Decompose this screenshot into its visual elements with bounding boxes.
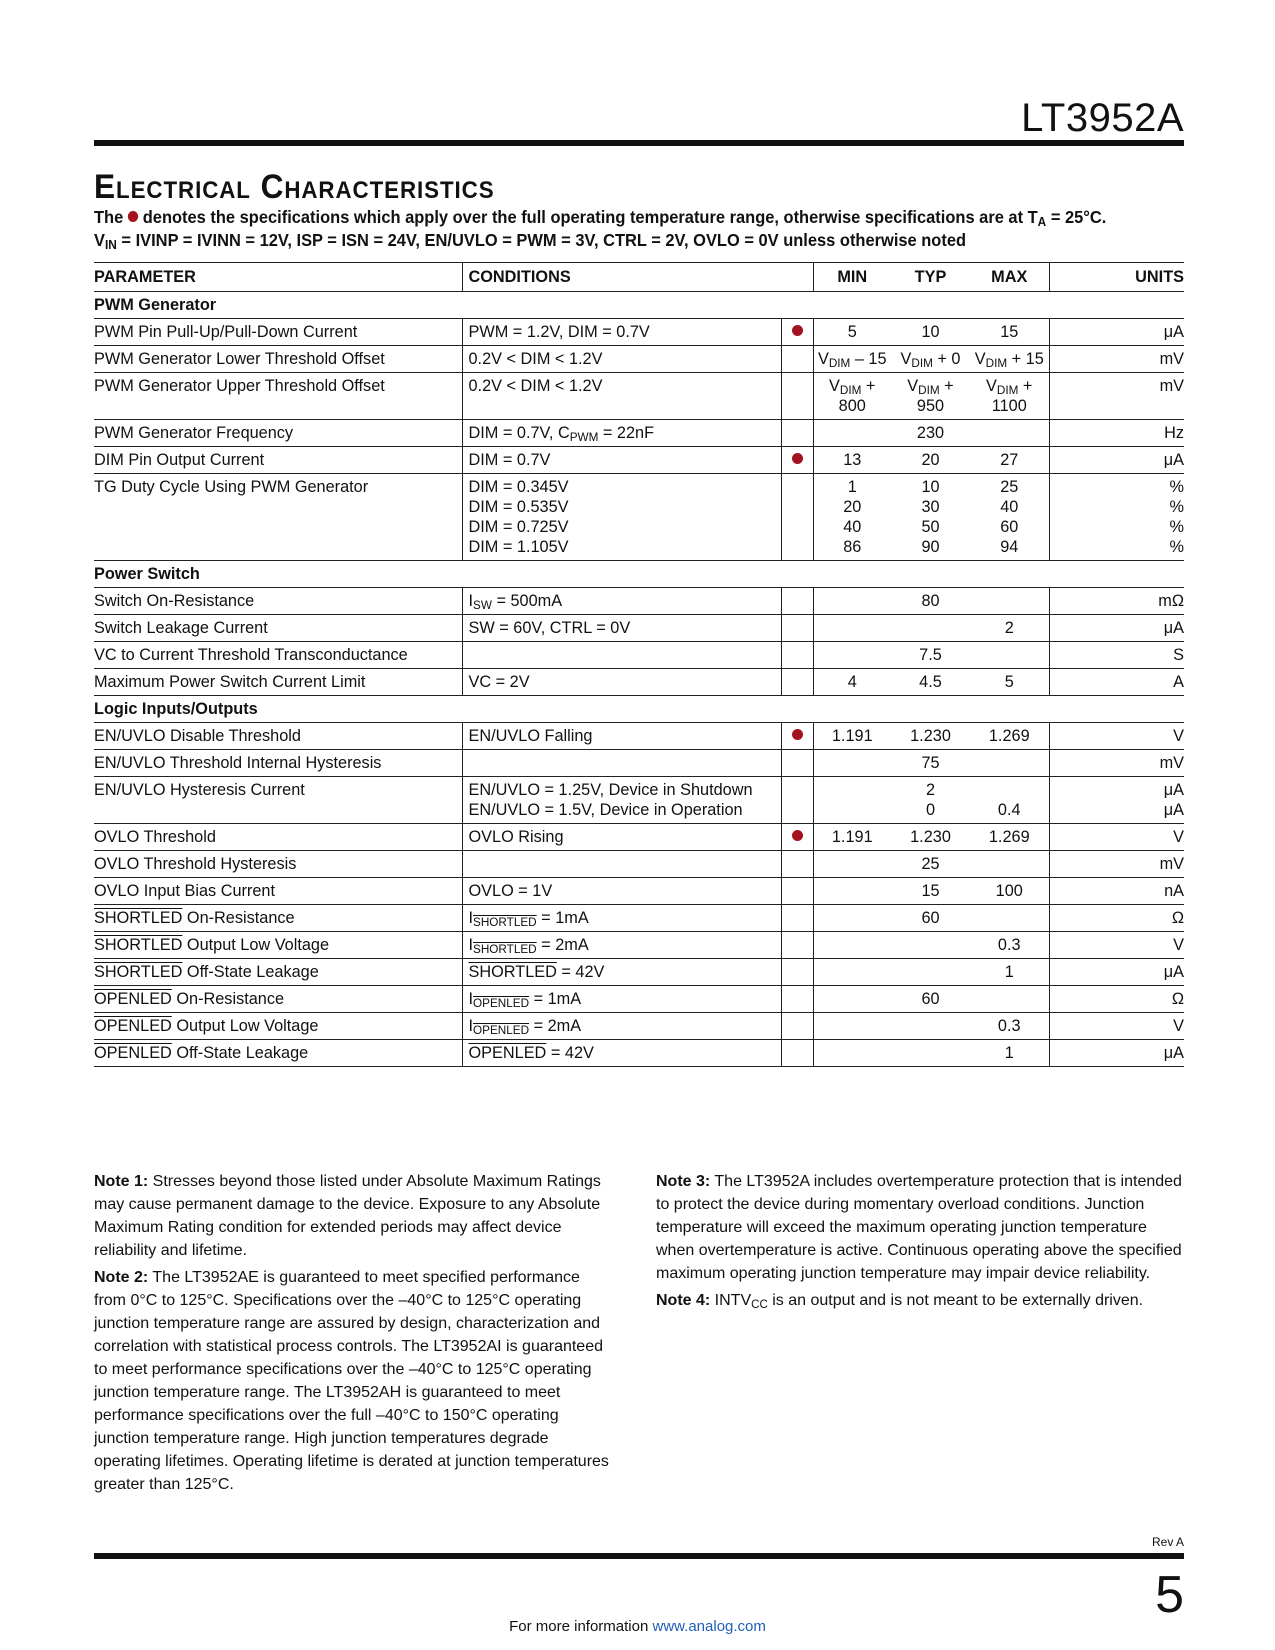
table-cell: SHORTLED On-Resistance: [94, 905, 462, 932]
table-cell: [813, 642, 891, 669]
table-cell: OPENLED Off-State Leakage: [94, 1040, 462, 1067]
table-cell: 230: [891, 420, 970, 447]
table-cell: μA: [1049, 959, 1184, 986]
table-cell: [781, 669, 813, 696]
table-cell: 1.230: [891, 824, 970, 851]
table-cell: EN/UVLO = 1.25V, Device in Shutdown EN/UVLO = 1.5V, Device in Operation: [462, 777, 781, 824]
table-cell: TG Duty Cycle Using PWM Generator: [94, 474, 462, 561]
table-cell: V: [1049, 723, 1184, 750]
table-cell: EN/UVLO Falling: [462, 723, 781, 750]
full-temp-range-dot-icon: [792, 453, 803, 464]
table-cell: EN/UVLO Threshold Internal Hysteresis: [94, 750, 462, 777]
table-cell: [781, 905, 813, 932]
table-cell: Hz: [1049, 420, 1184, 447]
table-cell: [781, 824, 813, 851]
header-rule: [94, 140, 1184, 146]
table-cell: 60: [891, 986, 970, 1013]
table-header-row: [94, 263, 1184, 292]
table-row: [94, 420, 1184, 447]
table-cell: 7.5: [891, 642, 970, 669]
table-row: [94, 1040, 1184, 1067]
table-row: [94, 373, 1184, 420]
table-cell: [813, 1040, 891, 1067]
note-2: Note 2: The LT3952AE is guaranteed to meet specified performance from 0°C to 125°C. Specifications over the –40°C to 125°C operating junction temperature range are assured by design, characterization and correlation with statistical process controls. The LT3952AI is guaranteed to meet performance specifications over the –40°C to 125°C operating junction temperature range. The LT3952AH is guaranteed to meet performance specifications over the full –40°C to 150°C operating junction temperature range. High junction temperatures degrade operating lifetimes. Operating lifetime is derated at junction temperatures greater than 125°C.: [94, 1269, 609, 1493]
table-cell: [781, 346, 813, 373]
table-cell: Ω: [1049, 905, 1184, 932]
table-cell: $I_{SHORTLED} = 1mA$: [462, 905, 781, 932]
col-header-parameter: PARAMETER: [94, 263, 462, 292]
table-cell: VC to Current Threshold Transconductance: [94, 642, 462, 669]
table-cell: $V_{DIM} + 15$: [970, 346, 1049, 373]
table-cell: [462, 642, 781, 669]
col-header-conditions: CONDITIONS: [462, 263, 813, 292]
table-cell: 100: [970, 878, 1049, 905]
table-cell: [891, 615, 970, 642]
table-cell: [813, 986, 891, 1013]
table-cell: [781, 447, 813, 474]
col-header-typ: TYP: [891, 263, 970, 292]
group-row: Power Switch: [94, 561, 1184, 588]
table-cell: 1.191: [813, 723, 891, 750]
table-cell: μA: [1049, 615, 1184, 642]
table-cell: [781, 750, 813, 777]
note-3: Note 3: The LT3952A includes overtemperature protection that is intended to protect the device during momentary overload conditions. Junction temperature will exceed the maximum operating junction temperature when overtemperature is active. Continuous operating above the specified maximum operating junction temperature may impair device reliability.: [656, 1173, 1182, 1282]
table-cell: [781, 851, 813, 878]
table-cell: [781, 1040, 813, 1067]
table-cell: [813, 1013, 891, 1040]
table-cell: 0.3: [970, 1013, 1049, 1040]
table-cell: $I_{SHORTLED} = 2mA$: [462, 932, 781, 959]
table-cell: 0.3: [970, 932, 1049, 959]
table-cell: [970, 851, 1049, 878]
table-cell: [813, 615, 891, 642]
table-cell: PWM Pin Pull-Up/Pull-Down Current: [94, 319, 462, 346]
table-cell: [781, 420, 813, 447]
table-cell: 0.2V < DIM < 1.2V: [462, 346, 781, 373]
table-cell: PWM Generator Lower Threshold Offset: [94, 346, 462, 373]
table-row: [94, 905, 1184, 932]
table-cell: OVLO Input Bias Current: [94, 878, 462, 905]
table-row: [94, 319, 1184, 346]
table-cell: 1.269: [970, 824, 1049, 851]
table-cell: mV: [1049, 851, 1184, 878]
table-cell: OVLO Threshold Hysteresis: [94, 851, 462, 878]
table-cell: [781, 373, 813, 420]
table-cell: VC = 2V: [462, 669, 781, 696]
table-cell: [781, 723, 813, 750]
table-cell: $V_{DIM} - 15$: [813, 346, 891, 373]
table-cell: 4: [813, 669, 891, 696]
table-cell: SHORTLED = 42V: [462, 959, 781, 986]
table-cell: OPENLED On-Resistance: [94, 986, 462, 1013]
table-cell: [813, 932, 891, 959]
table-cell: mΩ: [1049, 588, 1184, 615]
table-cell: 2 0: [891, 777, 970, 824]
table-cell: $V_{DIM}$ + 800: [813, 373, 891, 420]
table-row: [94, 1013, 1184, 1040]
table-cell: PWM Generator Upper Threshold Offset: [94, 373, 462, 420]
table-row: [94, 986, 1184, 1013]
notes-left-column: [94, 1170, 614, 1500]
table-cell: Switch Leakage Current: [94, 615, 462, 642]
table-cell: [781, 588, 813, 615]
table-cell: $V_{DIM} + 0$: [891, 346, 970, 373]
section-subtitle: The denotes the specifications which apply over the full operating temperature range, otherwise specifications are at $T_A = 25^\circ C$. $V_{IN}$ = IVINP = IVINN = 12V, ISP = ISN = 24V, EN/UVLO = PWM = 3V, CTRL = 2V, OVLO = 0V unless otherwise noted: [94, 207, 1107, 253]
table-cell: 0.2V < DIM < 1.2V: [462, 373, 781, 420]
table-cell: [970, 750, 1049, 777]
table-cell: OVLO Threshold: [94, 824, 462, 851]
table-cell: $I_{OPENLED} = 2mA$: [462, 1013, 781, 1040]
analog-website-link[interactable]: www.analog.com: [652, 1618, 766, 1635]
table-row: [94, 346, 1184, 373]
table-cell: DIM = 0.7V, $C_{PWM} = 22nF$: [462, 420, 781, 447]
table-cell: 1.230: [891, 723, 970, 750]
col-header-max: MAX: [970, 263, 1049, 292]
table-cell: A: [1049, 669, 1184, 696]
table-cell: % % % %: [1049, 474, 1184, 561]
table-cell: [970, 420, 1049, 447]
table-cell: 1.191: [813, 824, 891, 851]
table-cell: $I_{OPENLED} = 1mA$: [462, 986, 781, 1013]
table-cell: Ω: [1049, 986, 1184, 1013]
table-cell: [813, 588, 891, 615]
table-cell: 1 20 40 86: [813, 474, 891, 561]
table-row: [94, 642, 1184, 669]
table-cell: $V_{DIM}$ + 950: [891, 373, 970, 420]
table-cell: 1: [970, 959, 1049, 986]
table-cell: 4.5: [891, 669, 970, 696]
table-cell: nA: [1049, 878, 1184, 905]
table-cell: 20: [891, 447, 970, 474]
full-temp-range-dot-icon: [792, 729, 803, 740]
table-cell: [813, 878, 891, 905]
table-cell: [781, 986, 813, 1013]
table-cell: [781, 615, 813, 642]
table-cell: 13: [813, 447, 891, 474]
table-cell: 15: [891, 878, 970, 905]
notes-right-column: [656, 1170, 1184, 1316]
table-cell: 2: [970, 615, 1049, 642]
table-row: [94, 932, 1184, 959]
table-cell: [891, 1040, 970, 1067]
table-cell: PWM = 1.2V, DIM = 0.7V: [462, 319, 781, 346]
table-cell: mV: [1049, 373, 1184, 420]
table-row: [94, 669, 1184, 696]
table-row: [94, 824, 1184, 851]
footer-rule: [94, 1553, 1184, 1559]
table-cell: DIM Pin Output Current: [94, 447, 462, 474]
table-cell: SHORTLED Output Low Voltage: [94, 932, 462, 959]
table-cell: 1: [970, 1040, 1049, 1067]
full-temp-range-dot-icon: [128, 211, 138, 222]
table-cell: EN/UVLO Disable Threshold: [94, 723, 462, 750]
table-cell: 1.269: [970, 723, 1049, 750]
table-cell: V: [1049, 824, 1184, 851]
table-cell: OPENLED Output Low Voltage: [94, 1013, 462, 1040]
table-cell: 5: [970, 669, 1049, 696]
table-cell: mV: [1049, 750, 1184, 777]
table-cell: [970, 642, 1049, 669]
revision-label: Rev A: [1151, 1535, 1184, 1549]
table-cell: $V_{DIM}$ + 1100: [970, 373, 1049, 420]
table-cell: [970, 905, 1049, 932]
table-cell: OVLO = 1V: [462, 878, 781, 905]
table-cell: 0.4: [970, 777, 1049, 824]
table-cell: SHORTLED Off-State Leakage: [94, 959, 462, 986]
table-cell: 75: [891, 750, 970, 777]
table-cell: [891, 932, 970, 959]
table-cell: 25 40 60 94: [970, 474, 1049, 561]
table-cell: [781, 932, 813, 959]
table-cell: [781, 878, 813, 905]
table-cell: [813, 905, 891, 932]
page-number: 5: [1155, 1566, 1184, 1624]
group-row: Logic Inputs/Outputs: [94, 696, 1184, 723]
table-cell: 5: [813, 319, 891, 346]
col-header-min: MIN: [813, 263, 891, 292]
table-cell: [813, 959, 891, 986]
table-cell: [781, 642, 813, 669]
table-cell: [970, 588, 1049, 615]
group-row: PWM Generator: [94, 292, 1184, 319]
table-cell: 80: [891, 588, 970, 615]
table-cell: V: [1049, 932, 1184, 959]
more-info: For more information www.analog.com: [509, 1618, 766, 1635]
table-cell: [781, 319, 813, 346]
table-cell: DIM = 0.345V DIM = 0.535V DIM = 0.725V DIM = 1.105V: [462, 474, 781, 561]
table-cell: Maximum Power Switch Current Limit: [94, 669, 462, 696]
table-row: [94, 959, 1184, 986]
table-cell: [781, 777, 813, 824]
table-cell: μA: [1049, 1040, 1184, 1067]
table-cell: μA: [1049, 319, 1184, 346]
table-cell: [781, 1013, 813, 1040]
table-cell: μA: [1049, 447, 1184, 474]
table-cell: OPENLED = 42V: [462, 1040, 781, 1067]
table-row: [94, 474, 1184, 561]
table-cell: 25: [891, 851, 970, 878]
table-cell: μA μA: [1049, 777, 1184, 824]
table-cell: OVLO Rising: [462, 824, 781, 851]
table-cell: [462, 851, 781, 878]
table-cell: 27: [970, 447, 1049, 474]
table-row: [94, 723, 1184, 750]
table-row: [94, 588, 1184, 615]
table-row: [94, 447, 1184, 474]
table-row: [94, 851, 1184, 878]
table-cell: [813, 750, 891, 777]
table-cell: 60: [891, 905, 970, 932]
table-cell: SW = 60V, CTRL = 0V: [462, 615, 781, 642]
note-1: Note 1: Stresses beyond those listed under Absolute Maximum Ratings may cause permanent damage to the device. Exposure to any Absolute Maximum Rating condition for extended periods may affect device reliability and lifetime.: [94, 1173, 601, 1259]
table-cell: PWM Generator Frequency: [94, 420, 462, 447]
table-cell: Switch On-Resistance: [94, 588, 462, 615]
table-cell: [813, 420, 891, 447]
full-temp-range-dot-icon: [792, 830, 803, 841]
table-row: [94, 777, 1184, 824]
table-cell: 15: [970, 319, 1049, 346]
table-cell: V: [1049, 1013, 1184, 1040]
part-number: LT3952A: [1021, 96, 1184, 140]
table-cell: mV: [1049, 346, 1184, 373]
electrical-characteristics-table: [94, 262, 1184, 1067]
table-row: [94, 878, 1184, 905]
col-header-units: UNITS: [1049, 263, 1184, 292]
table-cell: $I_{SW} = 500mA$: [462, 588, 781, 615]
table-cell: [891, 1013, 970, 1040]
full-temp-range-dot-icon: [792, 325, 803, 336]
table-cell: 10: [891, 319, 970, 346]
table-cell: [970, 986, 1049, 1013]
table-cell: [813, 777, 891, 824]
note-4: Note 4: $INTV_{CC}$ is an output and is not meant to be externally driven.: [656, 1292, 1144, 1311]
table-cell: [462, 750, 781, 777]
table-cell: S: [1049, 642, 1184, 669]
section-title: Electrical Characteristics: [94, 168, 495, 206]
table-cell: EN/UVLO Hysteresis Current: [94, 777, 462, 824]
table-cell: DIM = 0.7V: [462, 447, 781, 474]
table-cell: [781, 959, 813, 986]
table-row: [94, 750, 1184, 777]
table-row: [94, 615, 1184, 642]
table-cell: 10 30 50 90: [891, 474, 970, 561]
table-cell: [891, 959, 970, 986]
table-cell: [813, 851, 891, 878]
table-cell: [781, 474, 813, 561]
